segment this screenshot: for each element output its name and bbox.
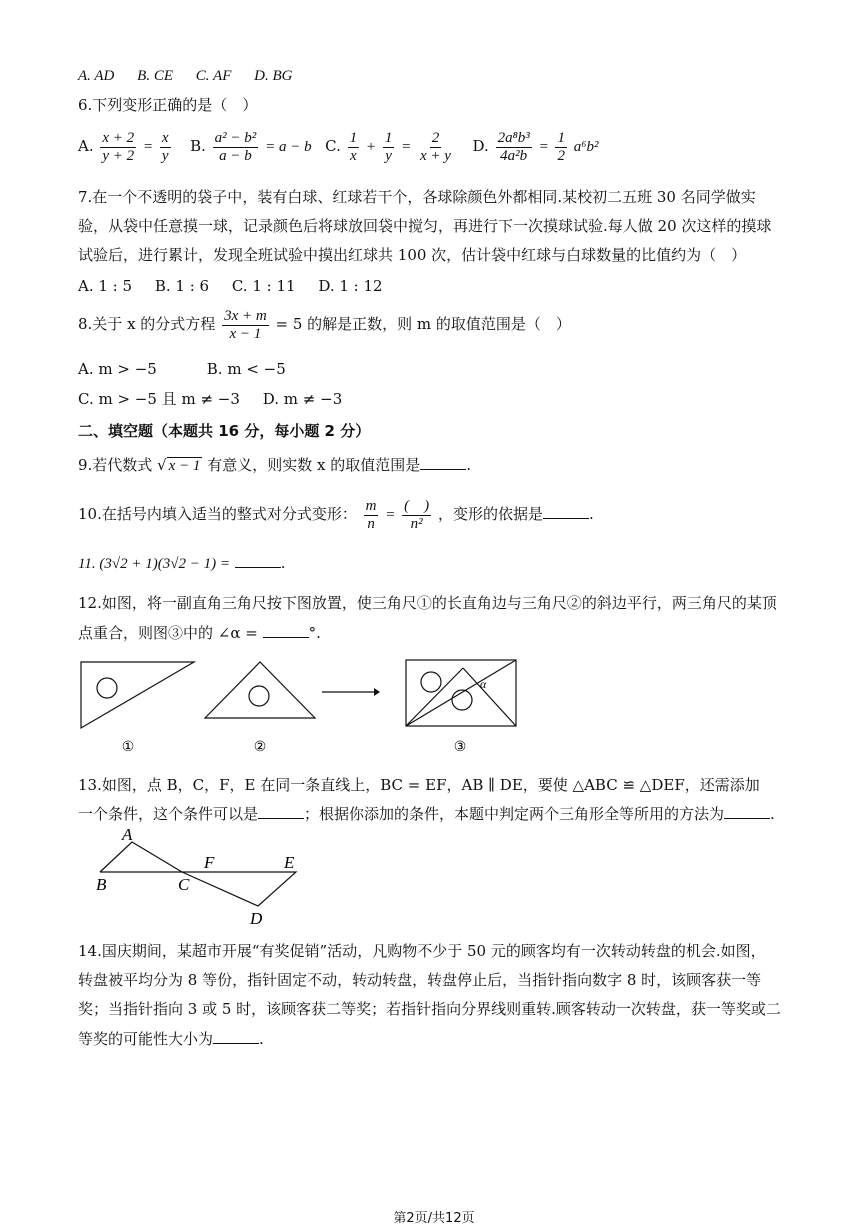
q12-line-1: 12.如图，将一副直角三角尺按下图放置，使三角尺①的长直角边与三角尺②的斜边平行，两三角尺的某顶 — [78, 594, 777, 612]
figure-label-3: ③ — [453, 740, 467, 755]
denominator: a − b — [219, 147, 252, 164]
denominator: n² — [410, 515, 423, 532]
q10-stem — [78, 494, 594, 535]
q6-d-rhs: a⁶b² — [573, 139, 599, 155]
figure-3-hole-1 — [421, 672, 441, 692]
numerator-blank[interactable]: ( ) — [404, 497, 430, 514]
q7-options — [78, 275, 401, 297]
q6-a-frac-right — [160, 130, 171, 165]
point-e-label: E — [284, 853, 295, 872]
q13-line-1: 13.如图，点 B，C，F，E 在同一条直线上，BC = EF，AB ∥ DE，要使 △ABC ≌ △DEF，还需添加 — [78, 776, 760, 794]
q8-options-row-1 — [78, 358, 286, 380]
q9-prefix: 9.若代数式 — [78, 456, 153, 474]
q14-line-4 — [78, 1028, 264, 1050]
numerator: a² − b² — [214, 129, 257, 146]
page-number: 第2页/共12页 — [393, 1211, 475, 1226]
q11-answer-blank[interactable] — [235, 553, 281, 568]
triangle-ruler-2 — [205, 662, 315, 718]
equals-sign: = — [385, 507, 396, 523]
equals-sign: = — [538, 139, 549, 155]
triangle-def — [182, 872, 296, 906]
denominator: y — [161, 147, 169, 164]
denominator: n — [367, 515, 375, 532]
q6-c-frac-1 — [348, 130, 360, 165]
q7-option-a: A. 1 : 5 — [78, 277, 133, 295]
q6-stem: 6.下列变形正确的是（ ） — [78, 96, 258, 114]
figure-label-2: ② — [253, 740, 267, 755]
q14-line-2: 转盘被平均分为 8 等份，指针固定不动，转动转盘，转盘停止后，当指针指向数字 8 时，该顾客获一等 — [78, 971, 762, 989]
numerator: 1 — [384, 129, 393, 146]
q5-options — [78, 64, 310, 87]
q13-answer-blank-2[interactable] — [724, 804, 770, 819]
denominator: x — [350, 147, 357, 164]
q12-end: °. — [308, 624, 321, 642]
q7-line-1: 7.在一个不透明的袋子中，装有白球、红球若干个，各球除颜色外都相同.某校初二五班 30 名同学做实 — [78, 188, 756, 206]
numerator: 1 — [557, 129, 565, 146]
q6-a-frac-left — [100, 130, 136, 165]
q7-option-b: B. 1 : 6 — [154, 277, 210, 295]
q14-text: 等奖的可能性大小为 — [78, 1030, 214, 1048]
point-a-label: A — [122, 825, 133, 844]
q12-line-2 — [78, 622, 321, 644]
q5-option-c: C. AF — [195, 68, 232, 84]
q8-prefix: 8.关于 x 的分式方程 — [78, 315, 216, 333]
q11-end: . — [280, 554, 286, 572]
q8-fraction — [222, 308, 269, 343]
numerator: x — [161, 129, 169, 146]
q6-d-label: D. — [472, 137, 489, 155]
q8-option-d: D. m ≠ −3 — [262, 390, 343, 408]
triangle-abc — [100, 842, 182, 872]
point-f-label: F — [204, 853, 215, 872]
angle-alpha-label: α — [480, 677, 487, 691]
q14-end: . — [259, 1030, 264, 1048]
numerator: 2a⁸b³ — [497, 129, 530, 146]
arrow-head-icon — [374, 688, 380, 696]
q7-option-c: C. 1 : 11 — [231, 277, 296, 295]
q13-answer-blank-1[interactable] — [258, 804, 304, 819]
q9-end: . — [466, 456, 471, 474]
q10-end: . — [588, 505, 594, 523]
q7-option-d: D. 1 : 12 — [318, 277, 383, 295]
triangle-ruler-1 — [81, 662, 194, 728]
q6-c-label: C. — [325, 137, 341, 155]
q8-option-c: C. m > −5 且 m ≠ −3 — [78, 390, 240, 408]
q5-option-a: A. AD — [78, 68, 115, 84]
denominator: x − 1 — [229, 325, 262, 342]
q6-b-frac — [213, 130, 259, 165]
q10-frac-right[interactable] — [402, 498, 431, 533]
q6-a-label: A. — [78, 137, 94, 155]
q6-c-frac-2 — [383, 130, 395, 165]
plus-sign: + — [365, 139, 377, 155]
q5-option-b: B. CE — [137, 68, 174, 84]
triangle-2-hole — [249, 686, 269, 706]
q10-frac-left — [364, 498, 379, 533]
q12-text: 点重合，则图③中的 ∠α = — [78, 624, 258, 642]
q13-end: . — [770, 805, 775, 823]
q9-suffix: 有意义，则实数 x 的取值范围是 — [207, 456, 421, 474]
q8-option-b: B. m < −5 — [206, 360, 286, 378]
q9-stem — [78, 454, 471, 477]
denominator: y — [385, 147, 392, 164]
q14-answer-blank[interactable] — [213, 1029, 259, 1044]
point-c-label: C — [178, 875, 190, 894]
q13-text-b: ；根据你添加的条件，本题中判定两个三角形全等所用的方法为 — [304, 805, 725, 823]
q7-line-2: 验，从袋中任意摸一球，记录颜色后将球放回袋中搅匀，再进行下一次摸球试验.每人做 20 次这样的摸球 — [78, 217, 772, 235]
q14-line-1: 14.国庆期间，某超市开展“有奖促销”活动，凡购物不少于 50 元的顾客均有一次转动转盘的机会.如图， — [78, 942, 766, 960]
q8-suffix: = 5 的解是正数，则 m 的取值范围是（ ） — [275, 315, 571, 333]
q6-d-frac — [496, 130, 532, 165]
q9-radicand: x − 1 — [168, 458, 201, 474]
q8-options-row-2 — [78, 388, 342, 410]
point-d-label: D — [250, 909, 263, 928]
q10-prefix: 10.在括号内填入适当的整式对分式变形： — [78, 505, 357, 523]
q8-stem — [78, 304, 571, 344]
q11-expression: 11. (3√2 + 1)(3√2 − 1) = — [78, 556, 230, 572]
denominator: 2 — [557, 147, 565, 164]
equals-sign: = — [142, 139, 154, 155]
q8-option-a: A. m > −5 — [78, 360, 157, 378]
q12-answer-blank[interactable] — [263, 623, 309, 638]
q10-suffix: ，变形的依据是 — [437, 505, 543, 523]
numerator: 2 — [431, 129, 440, 146]
q14-line-3: 奖；当指针指向 3 或 5 时，该顾客获二等奖；若指针指向分界线则重转.顾客转动一次转盘，获一等奖或二 — [78, 1000, 781, 1018]
q13-text-a: 一个条件，这个条件可以是 — [78, 805, 259, 823]
section-2-heading: 二、填空题（本题共 16 分，每小题 2 分） — [78, 422, 371, 440]
numerator: m — [365, 497, 377, 514]
q6-b-label: B. — [190, 137, 206, 155]
q6-c-frac-3 — [418, 130, 453, 165]
q6-options — [78, 126, 598, 167]
denominator: x + y — [420, 147, 451, 164]
denominator: 4a²b — [500, 147, 528, 164]
figure-label-1: ① — [121, 740, 135, 755]
sqrt-sign: √ — [157, 456, 167, 474]
q12-figure — [0, 650, 868, 760]
numerator: x + 2 — [102, 129, 135, 146]
numerator: 1 — [349, 129, 358, 146]
q7-line-3: 试验后，进行累计，发现全班试验中摸出红球共 100 次，估计袋中红球与白球数量的比值约为（ ） — [78, 246, 747, 264]
q10-answer-blank[interactable] — [543, 504, 589, 519]
denominator: y + 2 — [102, 147, 135, 164]
point-b-label: B — [96, 875, 107, 894]
q9-answer-blank[interactable] — [420, 455, 466, 470]
numerator: 3x + m — [224, 307, 267, 324]
q5-option-d: D. BG — [254, 68, 293, 84]
q6-b-rhs: = a − b — [265, 139, 312, 155]
triangle-1-hole — [97, 678, 117, 698]
q11-stem — [78, 552, 286, 575]
q6-d-frac-rhs — [555, 130, 567, 165]
equals-sign: = — [401, 139, 412, 155]
q13-figure — [0, 820, 868, 930]
